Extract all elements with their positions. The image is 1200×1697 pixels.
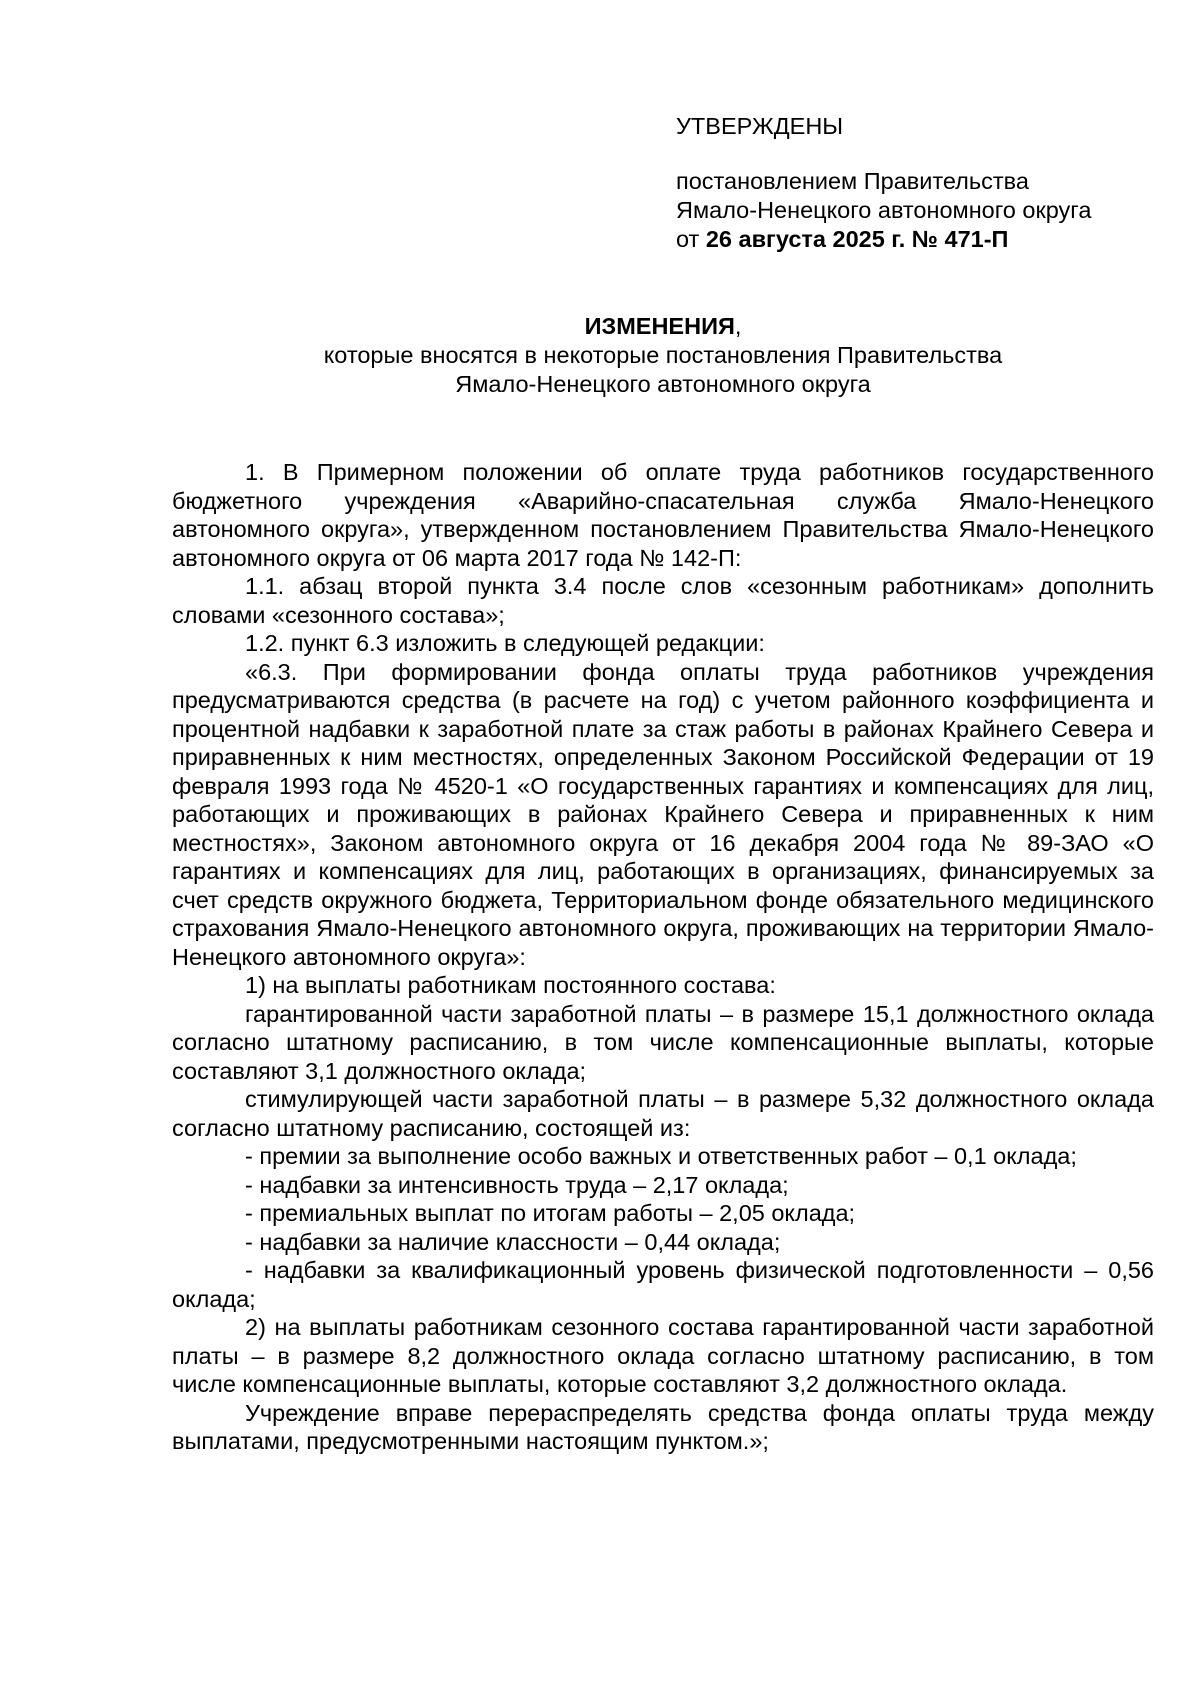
approval-title: УТВЕРЖДЕНЫ (676, 113, 844, 139)
list-item-fitness-allowance: - надбавки за квалификационный уровень физической подготовленности – 0,56 оклада; (172, 1257, 1154, 1312)
paragraph-incentive-part: стимулирующей части заработной платы – в размере 5,32 должностного оклада согласно штатному расписанию, состоящей из: (172, 1086, 1154, 1141)
approval-date-number: 26 августа 2025 г. № 471-П (705, 226, 1009, 252)
approval-line-1: постановлением Правительства (676, 168, 1029, 194)
approval-date-prefix: от (676, 226, 706, 252)
document-body (172, 458, 1154, 1456)
paragraph-item-1-1: 1.1. абзац второй пункта 3.4 после слов «сезонным работникам» дополнить словами «сезонного состава»; (172, 573, 1154, 628)
heading-subtitle-line-1: которые вносятся в некоторые постановления Правительства (323, 342, 1003, 368)
heading-title-line (172, 312, 1154, 341)
paragraph-permanent-staff: 1) на выплаты работникам постоянного состава: (245, 972, 776, 998)
list-item-intensity-allowance: - надбавки за интенсивность труда – 2,17 оклада; (245, 1171, 789, 1198)
approval-date-line (676, 225, 1156, 254)
approval-block (676, 112, 1156, 254)
approval-line-2: Ямало-Ненецкого автономного округа (676, 197, 1092, 223)
paragraph-seasonal-staff: 2) на выплаты работникам сезонного состава гарантированной части заработной платы – в размере 8,2 должностного оклада согласно штатному расписанию, в том числе компенсационные выплаты, которые составляют 3,2 должностного оклада. (172, 1314, 1154, 1397)
list-item-bonus-important-work: - премии за выполнение особо важных и ответственных работ – 0,1 оклада; (245, 1143, 1077, 1169)
heading-title-suffix: , (734, 313, 742, 339)
list-item-performance-bonus: - премиальных выплат по итогам работы – 2,05 оклада; (245, 1200, 856, 1226)
list-item-class-allowance: - надбавки за наличие классности – 0,44 оклада; (245, 1228, 781, 1255)
heading-title: ИЗМЕНЕНИЯ (584, 313, 735, 339)
document-heading (172, 312, 1154, 399)
paragraph-item-1-2: 1.2. пункт 6.3 изложить в следующей редакции: (245, 630, 765, 656)
paragraph-6-3: «6.3. При формировании фонда оплаты труда работников учреждения предусматриваются средства (в расчете на год) с учетом районного коэффициента и процентной надбавки к заработной плате за стаж работы в районах Крайнего Севера и приравненных к ним местностях, определенных Законом Российской Федерации от 19 февраля 1993 года № 4520-1 «О государственных гарантиях и компенсациях для лиц, работающих и проживающих в районах Крайнего Севера и приравненных к ним местностях», Законом автономного округа от 16 декабря 2004 года № 89-ЗАО «О гарантиях и компенсациях для лиц, работающих в организациях, финансируемых за счет средств окружного бюджета, Территориальном фонде обязательного медицинского страхования Ямало-Ненецкого автономного округа, проживающих на территории Ямало-Ненецкого автономного округа»: (172, 658, 1154, 970)
paragraph-redistribution: Учреждение вправе перераспределять средства фонда оплаты труда между выплатами, предусмотренными настоящим пунктом.»; (172, 1399, 1154, 1454)
paragraph-item-1: 1. В Примерном положении об оплате труда работников государственного бюджетного учреждения «Аварийно-спасательная служба Ямало-Ненецкого автономного округа», утвержденном постановлением Правительства Ямало-Ненецкого автономного округа от 06 марта 2017 года № 142-П: (172, 459, 1154, 571)
paragraph-guaranteed-part: гарантированной части заработной платы – в размере 15,1 должностного оклада согласно штатному расписанию, в том числе компенсационные выплаты, которые составляют 3,1 должностного оклада; (172, 1000, 1154, 1084)
heading-subtitle-line-2: Ямало-Ненецкого автономного округа (455, 371, 871, 397)
